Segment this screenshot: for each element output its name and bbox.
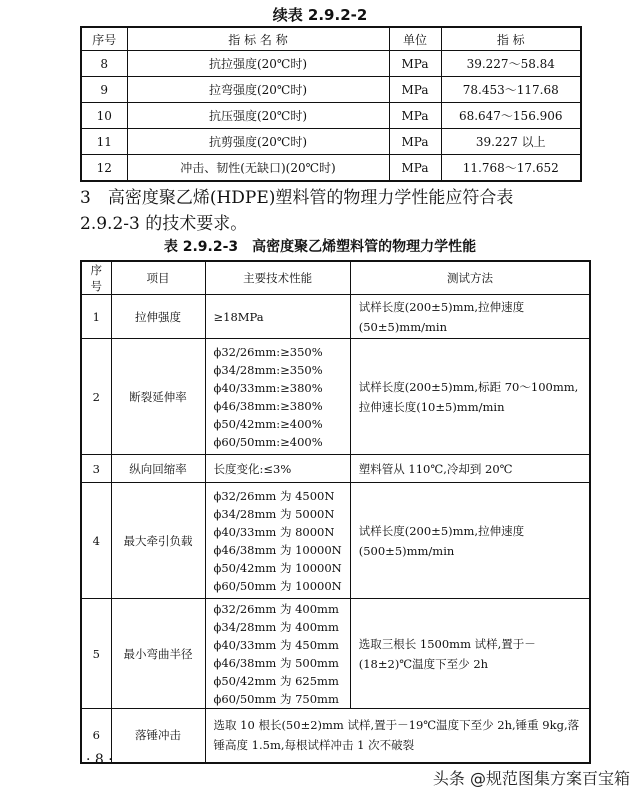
- table2: [80, 260, 591, 764]
- row-merged-description: 选取 10 根长(50±2)mm 试样,置于－19℃温度下至少 2h,锤重 9kg,落锤高度 1.5m,每根试样冲击 1 次不破裂: [205, 709, 590, 763]
- perf-line: ϕ60/50mm 为 750mm: [213, 691, 339, 706]
- row-method: 试样长度(200±5)mm,拉伸速度(50±5)mm/min: [350, 295, 590, 339]
- row-unit: MPa: [389, 103, 441, 129]
- row-name: 拉弯强度(20℃时): [127, 77, 389, 103]
- perf-line: ϕ32/26mm 为 400mm: [213, 601, 339, 616]
- paragraph-line2: 2.9.2-3 的技术要求。: [80, 214, 248, 234]
- perf-line: ϕ50/42mm 为 10000N: [213, 560, 342, 575]
- row-performance: [205, 455, 350, 483]
- perf-line: ϕ60/50mm 为 10000N: [213, 578, 342, 593]
- table-row: [81, 103, 581, 129]
- table-row: [81, 51, 581, 77]
- table-row: [81, 483, 590, 599]
- row-item: 纵向回缩率: [111, 455, 205, 483]
- header-no: 序号: [81, 27, 127, 51]
- row-unit: MPa: [389, 129, 441, 155]
- row-item: 最小弯曲半径: [111, 599, 205, 709]
- row-method: 选取三根长 1500mm 试样,置于－(18±2)℃温度下至少 2h: [350, 599, 590, 709]
- table1-caption: 续表 2.9.2-2: [272, 6, 368, 24]
- perf-line: ϕ32/26mm:≥350%: [213, 344, 323, 359]
- row-name: 抗拉强度(20℃时): [127, 51, 389, 77]
- perf-line: ϕ34/28mm:≥350%: [213, 362, 323, 377]
- row-item: 落锤冲击: [111, 709, 205, 763]
- table1-header-row: [81, 27, 581, 51]
- table-row: [81, 77, 581, 103]
- table2-header-row: [81, 261, 590, 295]
- row-no: 3: [81, 455, 111, 483]
- row-no: 4: [81, 483, 111, 599]
- row-performance: [205, 483, 350, 599]
- row-unit: MPa: [389, 51, 441, 77]
- table-row: [81, 599, 590, 709]
- perf-line: ϕ46/38mm:≥380%: [213, 398, 323, 413]
- row-value: 39.227 以上: [441, 129, 581, 155]
- header-unit: 单位: [389, 27, 441, 51]
- row-unit: MPa: [389, 155, 441, 182]
- row-value: 78.453～117.68: [441, 77, 581, 103]
- table-row: [81, 155, 581, 182]
- perf-line: ≥18MPa: [213, 309, 264, 324]
- table-row: [81, 129, 581, 155]
- perf-line: ϕ34/28mm 为 400mm: [213, 619, 339, 634]
- perf-line: 长度变化:≤3%: [213, 461, 292, 476]
- row-no: 2: [81, 339, 111, 455]
- table-row: [81, 295, 590, 339]
- perf-line: ϕ50/42mm 为 625mm: [213, 673, 339, 688]
- perf-line: ϕ40/33mm:≥380%: [213, 380, 323, 395]
- perf-line: ϕ32/26mm 为 4500N: [213, 488, 335, 503]
- row-no: 1: [81, 295, 111, 339]
- row-performance: [205, 295, 350, 339]
- row-name: 抗剪强度(20℃时): [127, 129, 389, 155]
- row-name: 冲击、韧性(无缺口)(20℃时): [127, 155, 389, 182]
- row-no: 12: [81, 155, 127, 182]
- row-method: 试样长度(200±5)mm,标距 70～100mm,拉伸速长度(10±5)mm/min: [350, 339, 590, 455]
- table-row: [81, 455, 590, 483]
- perf-line: ϕ40/33mm 为 450mm: [213, 637, 339, 652]
- header-performance: 主要技术性能: [205, 261, 350, 295]
- row-name: 抗压强度(20℃时): [127, 103, 389, 129]
- header-name: 指 标 名 称: [127, 27, 389, 51]
- row-item: 最大牵引负载: [111, 483, 205, 599]
- page-number: · 8 ·: [86, 752, 113, 768]
- watermark: 头条 @规范图集方案百宝箱: [432, 769, 630, 788]
- row-no: 5: [81, 599, 111, 709]
- row-no: 9: [81, 77, 127, 103]
- perf-line: ϕ34/28mm 为 5000N: [213, 506, 335, 521]
- row-item: 断裂延伸率: [111, 339, 205, 455]
- perf-line: ϕ40/33mm 为 8000N: [213, 524, 335, 539]
- row-no: 11: [81, 129, 127, 155]
- perf-line: ϕ60/50mm:≥400%: [213, 434, 323, 449]
- table-row: [81, 709, 590, 763]
- row-no: 8: [81, 51, 127, 77]
- header-value: 指 标: [441, 27, 581, 51]
- row-method: 试样长度(200±5)mm,拉伸速度(500±5)mm/min: [350, 483, 590, 599]
- perf-line: ϕ50/42mm:≥400%: [213, 416, 323, 431]
- table1: [80, 26, 582, 182]
- row-value: 68.647～156.906: [441, 103, 581, 129]
- row-performance: [205, 599, 350, 709]
- perf-line: ϕ46/38mm 为 10000N: [213, 542, 342, 557]
- row-value: 11.768～17.652: [441, 155, 581, 182]
- table-row: [81, 339, 590, 455]
- header-method: 测试方法: [350, 261, 590, 295]
- perf-line: ϕ46/38mm 为 500mm: [213, 655, 339, 670]
- paragraph-line1: 3 高密度聚乙烯(HDPE)塑料管的物理力学性能应符合表: [80, 188, 514, 208]
- header-no: 序号: [81, 261, 111, 295]
- row-no: 10: [81, 103, 127, 129]
- row-value: 39.227～58.84: [441, 51, 581, 77]
- row-unit: MPa: [389, 77, 441, 103]
- table2-caption: 表 2.9.2-3 高密度聚乙烯塑料管的物理力学性能: [163, 239, 477, 255]
- row-no: 6: [81, 709, 111, 763]
- row-item: 拉伸强度: [111, 295, 205, 339]
- row-method: 塑料管从 110℃,冷却到 20℃: [350, 455, 590, 483]
- row-performance: [205, 339, 350, 455]
- header-item: 项目: [111, 261, 205, 295]
